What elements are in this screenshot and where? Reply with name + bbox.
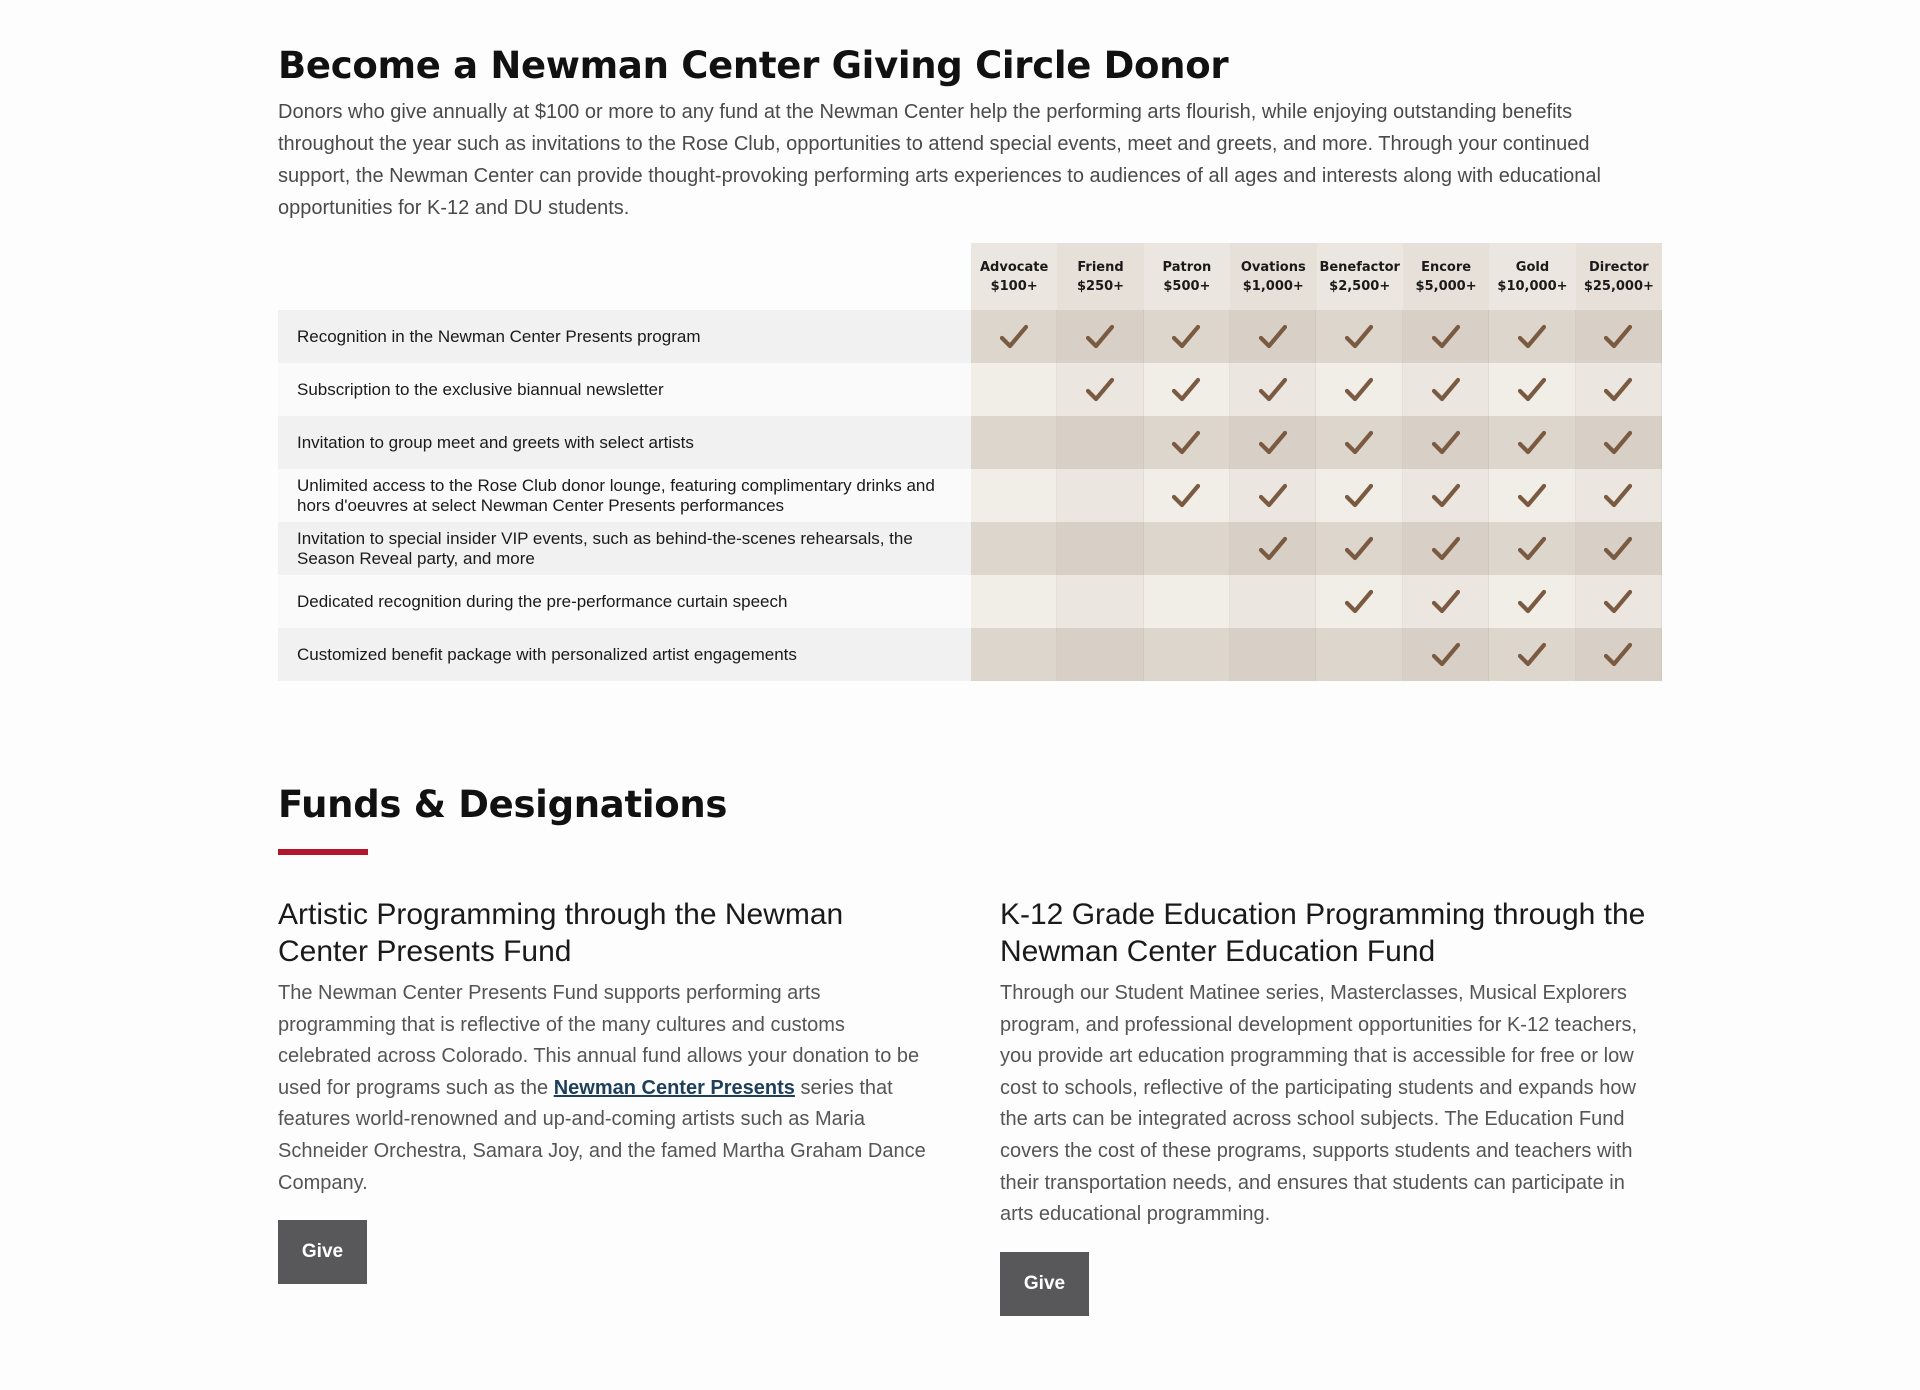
tier-name: Encore	[1421, 259, 1472, 275]
benefit-cell-benefactor	[1316, 310, 1402, 363]
tier-amount: $100+	[990, 278, 1038, 294]
funds-title: Funds & Designations	[278, 783, 728, 826]
fund-artistic-programming	[278, 896, 938, 1284]
benefit-cell-patron	[1144, 628, 1230, 681]
tier-name: Gold	[1515, 259, 1550, 275]
benefit-cell-benefactor	[1316, 628, 1402, 681]
checkmark-icon	[1172, 430, 1200, 456]
benefit-cell-patron	[1144, 575, 1230, 628]
checkmark-icon	[1345, 589, 1373, 615]
benefit-cell-friend	[1057, 416, 1143, 469]
checkmark-icon	[1345, 483, 1373, 509]
give-button-presents-fund[interactable]: Give	[278, 1220, 367, 1284]
benefit-cell-ovations	[1230, 416, 1316, 469]
checkmark-icon	[1518, 642, 1546, 668]
benefit-cell-advocate	[971, 522, 1057, 575]
tier-amount: $25,000+	[1583, 278, 1654, 294]
benefit-cell-benefactor	[1316, 469, 1402, 522]
checkmark-icon	[1172, 377, 1200, 403]
benefit-cell-advocate	[971, 310, 1057, 363]
benefit-cell-friend	[1057, 628, 1143, 681]
benefit-cell-patron	[1144, 469, 1230, 522]
benefit-cell-gold	[1489, 628, 1575, 681]
benefit-cell-friend	[1057, 522, 1143, 575]
tier-amount: $5,000+	[1415, 278, 1477, 294]
benefit-row	[278, 522, 1662, 575]
benefit-cell-encore	[1403, 416, 1489, 469]
checkmark-icon	[1518, 324, 1546, 350]
checkmark-icon	[1259, 483, 1287, 509]
benefit-row	[278, 628, 1662, 681]
tier-amount: $1,000+	[1242, 278, 1304, 294]
benefit-cell-gold	[1489, 522, 1575, 575]
checkmark-icon	[1172, 483, 1200, 509]
giving-circle-title: Become a Newman Center Giving Circle Donor	[278, 44, 1229, 87]
tier-name: Patron	[1162, 259, 1212, 275]
tier-name: Ovations	[1240, 259, 1306, 275]
benefit-cell-gold	[1489, 575, 1575, 628]
checkmark-icon	[1432, 430, 1460, 456]
checkmark-icon	[1259, 430, 1287, 456]
benefit-label: Subscription to the exclusive biannual newsletter	[278, 363, 971, 416]
benefit-cell-gold	[1489, 363, 1575, 416]
checkmark-icon	[1518, 483, 1546, 509]
header-spacer	[278, 243, 971, 310]
benefit-cell-director	[1576, 575, 1662, 628]
checkmark-icon	[1259, 324, 1287, 350]
benefit-cell-director	[1576, 628, 1662, 681]
benefit-cell-benefactor	[1316, 416, 1402, 469]
benefit-cell-gold	[1489, 416, 1575, 469]
benefit-row	[278, 575, 1662, 628]
fund-text-before-link: The Newman Center Presents Fund supports performing arts programming that is reflective of the many cultures and customs celebrated across Colorado. This annual fund allows your donation to be used for programs such as the	[278, 982, 920, 1099]
checkmark-icon	[1432, 324, 1460, 350]
benefit-cell-advocate	[971, 575, 1057, 628]
benefits-table-header	[278, 243, 1662, 310]
benefit-cell-encore	[1403, 310, 1489, 363]
benefit-cell-ovations	[1230, 363, 1316, 416]
benefit-cell-encore	[1403, 628, 1489, 681]
tier-header-encore	[1403, 243, 1489, 310]
fund-heading: Artistic Programming through the Newman Center Presents Fund	[278, 898, 844, 968]
checkmark-icon	[1432, 642, 1460, 668]
fund-education	[1000, 896, 1660, 1316]
benefit-cell-director	[1576, 416, 1662, 469]
fund-description	[278, 978, 938, 1199]
checkmark-icon	[1432, 589, 1460, 615]
checkmark-icon	[1604, 377, 1632, 403]
tier-header-gold	[1489, 243, 1575, 310]
benefits-table	[278, 243, 1662, 681]
checkmark-icon	[1518, 430, 1546, 456]
benefit-cell-friend	[1057, 310, 1143, 363]
checkmark-icon	[1432, 483, 1460, 509]
checkmark-icon	[1432, 377, 1460, 403]
benefit-cell-friend	[1057, 575, 1143, 628]
benefit-cell-director	[1576, 363, 1662, 416]
checkmark-icon	[1345, 324, 1373, 350]
benefit-cell-ovations	[1230, 628, 1316, 681]
tier-header-director	[1576, 243, 1662, 310]
benefit-cell-director	[1576, 522, 1662, 575]
benefit-cell-ovations	[1230, 522, 1316, 575]
tier-header-patron	[1144, 243, 1230, 310]
checkmark-icon	[1604, 589, 1632, 615]
checkmark-icon	[1259, 536, 1287, 562]
tier-header-friend	[1057, 243, 1143, 310]
giving-circle-intro: Donors who give annually at $100 or more to any fund at the Newman Center help the performing arts flourish, while enjoying outstanding benefits throughout the year such as invitations to the Rose Club, opportunities to attend special events, meet and greets, and more. Through your continued support, the Newman Center can provide thought-provoking performing arts experiences to audiences of all ages and interests along with educational opportunities for K-12 and DU students.	[278, 101, 1601, 219]
tier-amount: $500+	[1163, 278, 1211, 294]
tier-header-ovations	[1230, 243, 1316, 310]
checkmark-icon	[1259, 377, 1287, 403]
checkmark-icon	[1345, 536, 1373, 562]
checkmark-icon	[1604, 430, 1632, 456]
benefit-label: Unlimited access to the Rose Club donor lounge, featuring complimentary drinks and hors d'oeuvres at select Newman Center Presents performances	[278, 469, 971, 522]
tier-name: Friend	[1077, 259, 1124, 275]
tier-amount: $10,000+	[1497, 278, 1568, 294]
benefit-cell-patron	[1144, 310, 1230, 363]
benefit-cell-patron	[1144, 522, 1230, 575]
benefit-cell-encore	[1403, 575, 1489, 628]
title-accent-bar	[278, 849, 368, 855]
tier-name: Advocate	[979, 259, 1049, 275]
benefit-cell-gold	[1489, 310, 1575, 363]
checkmark-icon	[1604, 483, 1632, 509]
checkmark-icon	[1345, 430, 1373, 456]
benefit-cell-benefactor	[1316, 363, 1402, 416]
benefit-cell-patron	[1144, 363, 1230, 416]
benefit-cell-ovations	[1230, 575, 1316, 628]
checkmark-icon	[1604, 642, 1632, 668]
tier-amount: $2,500+	[1329, 278, 1391, 294]
benefit-cell-friend	[1057, 469, 1143, 522]
fund-text-after-link: series that features world-renowned and up-and-coming artists such as Maria Schneider Orchestra, Samara Joy, and the famed Martha Graham Dance Company.	[278, 1076, 926, 1194]
benefit-cell-encore	[1403, 363, 1489, 416]
benefit-cell-advocate	[971, 469, 1057, 522]
benefit-cell-encore	[1403, 522, 1489, 575]
checkmark-icon	[1604, 536, 1632, 562]
checkmark-icon	[1518, 536, 1546, 562]
checkmark-icon	[1432, 536, 1460, 562]
checkmark-icon	[1604, 324, 1632, 350]
benefit-row	[278, 310, 1662, 363]
benefit-row	[278, 416, 1662, 469]
tier-header-benefactor	[1317, 243, 1403, 310]
benefit-cell-gold	[1489, 469, 1575, 522]
benefit-cell-ovations	[1230, 469, 1316, 522]
benefit-label: Invitation to special insider VIP events, such as behind-the-scenes rehearsals, the Season Reveal party, and more	[278, 522, 971, 575]
checkmark-icon	[1345, 377, 1373, 403]
benefit-cell-advocate	[971, 363, 1057, 416]
benefit-cell-patron	[1144, 416, 1230, 469]
tier-name: Benefactor	[1319, 259, 1400, 275]
benefit-cell-benefactor	[1316, 575, 1402, 628]
benefit-label: Recognition in the Newman Center Presents program	[278, 310, 971, 363]
checkmark-icon	[1000, 324, 1028, 350]
tier-name: Director	[1588, 259, 1649, 275]
give-button-education-fund[interactable]: Give	[1000, 1252, 1089, 1316]
benefit-cell-friend	[1057, 363, 1143, 416]
checkmark-icon	[1172, 324, 1200, 350]
benefit-row	[278, 363, 1662, 416]
benefit-label: Invitation to group meet and greets with select artists	[278, 416, 971, 469]
benefit-label: Customized benefit package with personalized artist engagements	[278, 628, 971, 681]
benefits-table-body	[278, 310, 1662, 681]
checkmark-icon	[1086, 324, 1114, 350]
benefit-cell-encore	[1403, 469, 1489, 522]
checkmark-icon	[1518, 589, 1546, 615]
checkmark-icon	[1086, 377, 1114, 403]
benefit-cell-director	[1576, 310, 1662, 363]
benefit-cell-benefactor	[1316, 522, 1402, 575]
benefit-cell-advocate	[971, 416, 1057, 469]
checkmark-icon	[1518, 377, 1546, 403]
benefit-cell-ovations	[1230, 310, 1316, 363]
newman-center-presents-link[interactable]: Newman Center Presents	[553, 1076, 795, 1099]
tier-header-advocate	[971, 243, 1057, 310]
benefit-label: Dedicated recognition during the pre-performance curtain speech	[278, 575, 971, 628]
fund-description: Through our Student Matinee series, Masterclasses, Musical Explorers program, and professional development opportunities for K-12 teachers, you provide art education programming that is accessible for free or low cost to schools, reflective of the participating students and expands how the arts can be integrated across school subjects. The Education Fund covers the cost of these programs, supports students and teachers with their transportation needs, and ensures that students can participate in arts educational programming.	[1000, 982, 1638, 1226]
benefit-cell-director	[1576, 469, 1662, 522]
benefit-row	[278, 469, 1662, 522]
tier-amount: $250+	[1076, 278, 1125, 294]
benefit-cell-advocate	[971, 628, 1057, 681]
fund-heading: K-12 Grade Education Programming through the Newman Center Education Fund	[1000, 898, 1646, 968]
